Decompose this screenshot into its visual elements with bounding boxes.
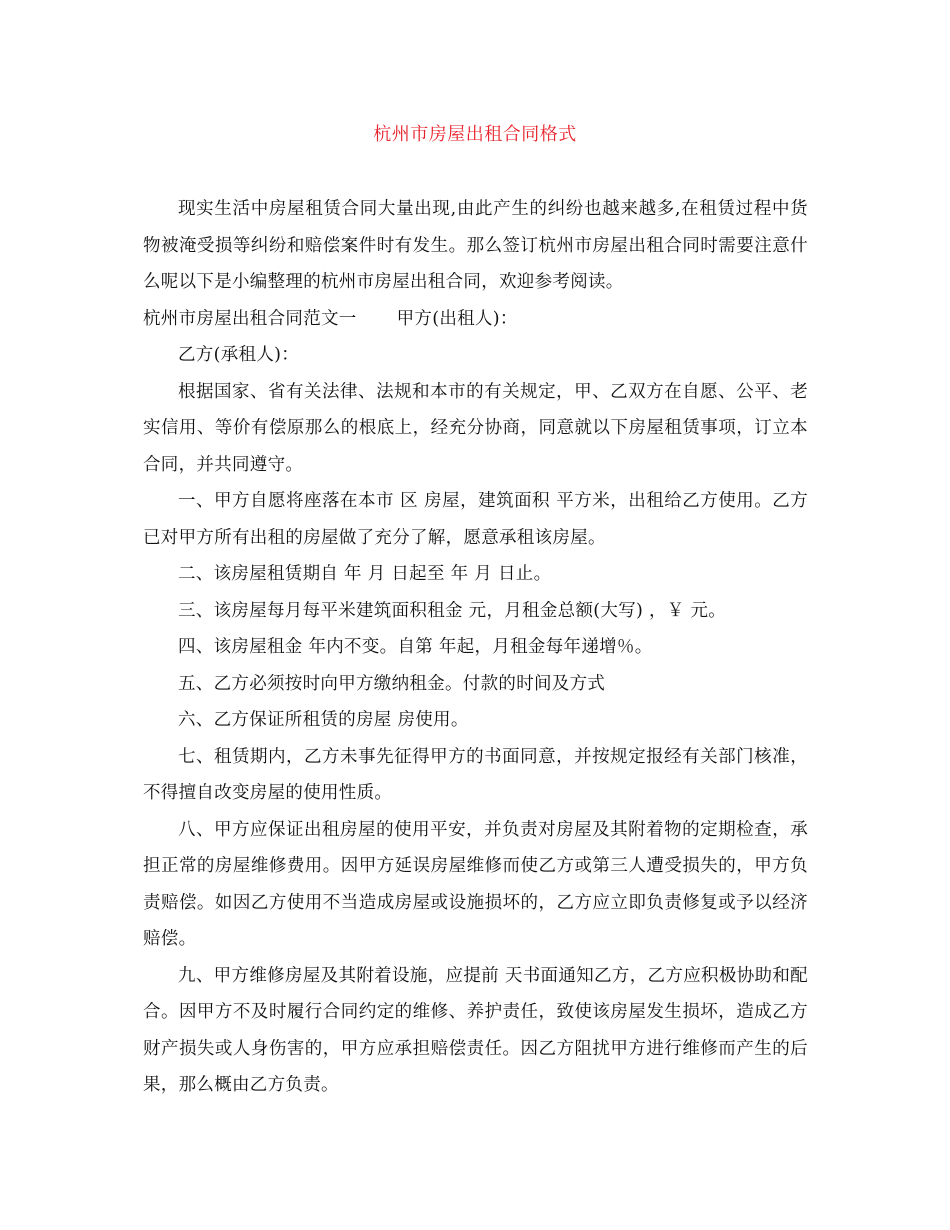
clause-9: 九、甲方维修房屋及其附着设施，应提前 天书面通知乙方，乙方应积极协助和配合。因甲方不及时履行合同约定的维修、养护责任，致使该房屋发生损坏，造成乙方财产损失或人身伤害的，甲方应承担赔偿责任。因乙方阻扰甲方进行维修而产生的后果，那么概由乙方负责。 bbox=[143, 965, 808, 1095]
clause-4: 四、该房屋租金 年内不变。自第 年起，月租金每年递增％。 bbox=[178, 637, 653, 657]
clause-2: 二、该房屋租赁期自 年 月 日起至 年 月 日止。 bbox=[178, 564, 552, 584]
sample-heading-line bbox=[143, 301, 808, 338]
document-title: 杭州市房屋出租合同格式 bbox=[373, 124, 577, 145]
intro-paragraph: 现实生活中房屋租赁合同大量出现,由此产生的纠纷也越来越多,在租赁过程中货物被淹受损等纠纷和赔偿案件时有发生。那么签订杭州市房屋出租合同时需要注意什么呢以下是小编整理的杭州市房屋出租合同，欢迎参考阅读。 bbox=[143, 199, 808, 292]
party-a-label: 甲方(出租人)： bbox=[396, 308, 518, 329]
sample-heading: 杭州市房屋出租合同范文一 bbox=[143, 308, 357, 329]
preamble-paragraph: 根据国家、省有关法律、法规和本市的有关规定，甲、乙双方在自愿、公平、老实信用、等价有偿原那么的根底上，经充分协商，同意就以下房屋租赁事项，订立本合同，并共同遵守。 bbox=[143, 381, 808, 475]
clause-7: 七、租赁期内，乙方未事先征得甲方的书面同意，并按规定报经有关部门核准，不得擅自改变房屋的使用性质。 bbox=[143, 746, 808, 803]
document-body bbox=[143, 191, 808, 1104]
clause-3: 三、该房屋每月每平米建筑面积租金 元，月租金总额(大写) ，￥ 元。 bbox=[178, 600, 727, 621]
clause-6: 六、乙方保证所租赁的房屋 房使用。 bbox=[178, 710, 469, 730]
party-b-label: 乙方(承租人)： bbox=[178, 345, 300, 365]
clause-1: 一、甲方自愿将座落在本市 区 房屋，建筑面积 平方米，出租给乙方使用。乙方已对甲方所有出租的房屋做了充分了解，愿意承租该房屋。 bbox=[143, 491, 808, 548]
clause-8: 八、甲方应保证出租房屋的使用平安，并负责对房屋及其附着物的定期检查，承担正常的房屋维修费用。因甲方延误房屋维修而使乙方或第三人遭受损失的，甲方负责赔偿。如因乙方使用不当造成房屋或设施损坏的，乙方应立即负责修复或予以经济赔偿。 bbox=[143, 819, 808, 949]
clause-5: 五、乙方必须按时向甲方缴纳租金。付款的时间及方式 bbox=[178, 673, 606, 694]
